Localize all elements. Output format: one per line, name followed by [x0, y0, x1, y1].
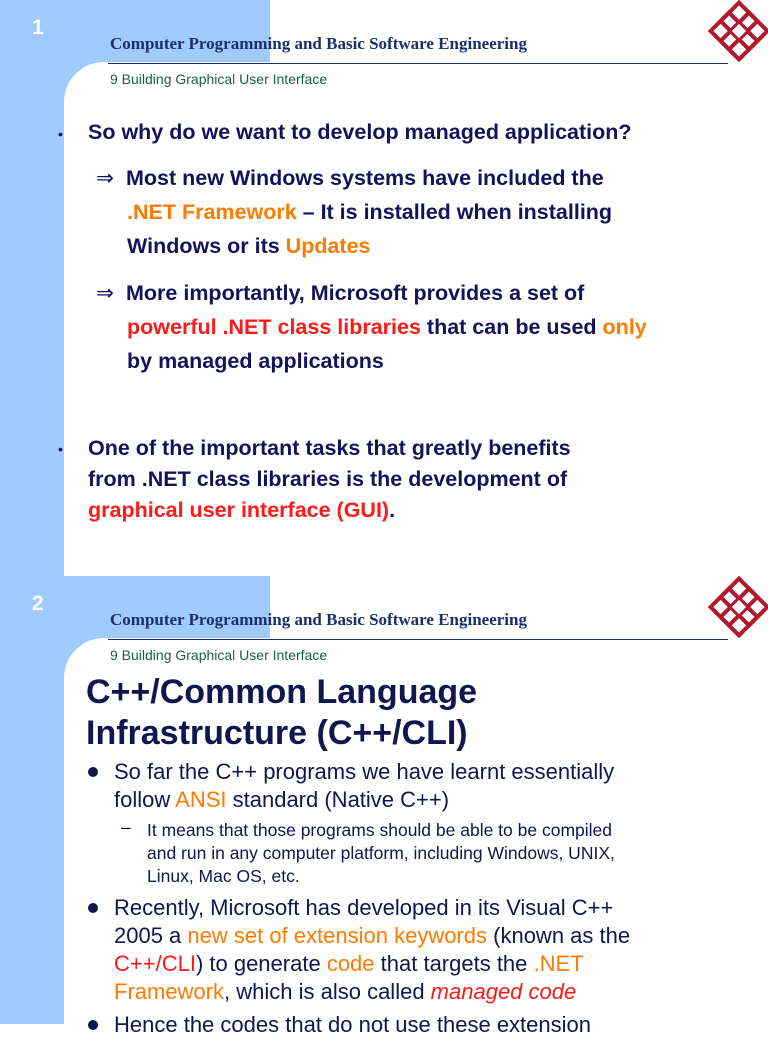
bullet-dot: • — [58, 126, 63, 142]
bullet-dot — [88, 903, 98, 913]
point-2-line-2: powerful .NET class libraries that can be used only — [127, 315, 647, 339]
point-1-line-1: ⇒ Most new Windows systems have included the — [96, 161, 604, 195]
sub-line-3: Linux, Mac OS, etc. — [147, 866, 300, 886]
slide-2 — [0, 576, 768, 1037]
point-1-line-3: Windows or its Updates — [127, 234, 371, 258]
header-rule — [108, 639, 728, 640]
b2-line-3: C++/CLI) to generate code that targets the .NET — [114, 951, 584, 976]
bullet-2-line-1: One of the important tasks that greatly benefits — [88, 436, 571, 460]
b3-line-1: Hence the codes that do not use these extension — [114, 1012, 591, 1037]
sub-dash: – — [121, 817, 131, 837]
b1-line-2: follow ANSI standard (Native C++) — [114, 787, 450, 812]
slide-number: 2 — [32, 592, 44, 615]
bullet-dot — [88, 1020, 98, 1030]
arrow-icon: ⇒ — [96, 166, 115, 190]
slide-heading-line-1: C++/Common Language — [86, 673, 478, 711]
point-2-line-3: by managed applications — [127, 349, 384, 373]
bullet-2-line-3: graphical user interface (GUI). — [88, 498, 396, 522]
sub-line-2: and run in any computer platform, including Windows, UNIX, — [147, 843, 615, 863]
slide-number: 1 — [32, 16, 44, 39]
bullet-dot — [88, 767, 98, 777]
arrow-icon: ⇒ — [96, 281, 115, 305]
bullet-1-text: So why do we want to develop managed application? — [88, 120, 632, 144]
university-logo-icon — [712, 4, 766, 58]
chapter-title: 9 Building Graphical User Interface — [110, 647, 328, 663]
course-title: Computer Programming and Basic Software Engineering — [110, 610, 527, 629]
b2-line-2: 2005 a new set of extension keywords (known as the — [114, 923, 631, 948]
course-title: Computer Programming and Basic Software Engineering — [110, 34, 527, 53]
b1-line-1: So far the C++ programs we have learnt essentially — [114, 759, 615, 784]
header-rule — [108, 63, 728, 64]
b2-line-1: Recently, Microsoft has developed in its Visual C++ — [114, 895, 614, 920]
slide-heading-line-2: Infrastructure (C++/CLI) — [86, 714, 468, 752]
university-logo-icon — [712, 580, 766, 634]
point-1-line-2: .NET Framework – It is installed when installing — [127, 200, 613, 224]
bullet-2-line-2: from .NET class libraries is the development of — [88, 467, 568, 491]
chapter-title: 9 Building Graphical User Interface — [110, 71, 328, 87]
point-2-line-1: ⇒ More importantly, Microsoft provides a set of — [96, 276, 584, 310]
b2-line-4: Framework, which is also called managed code — [114, 979, 577, 1004]
sub-line-1: It means that those programs should be able to be compiled — [147, 820, 612, 840]
bullet-dot: • — [58, 441, 63, 457]
